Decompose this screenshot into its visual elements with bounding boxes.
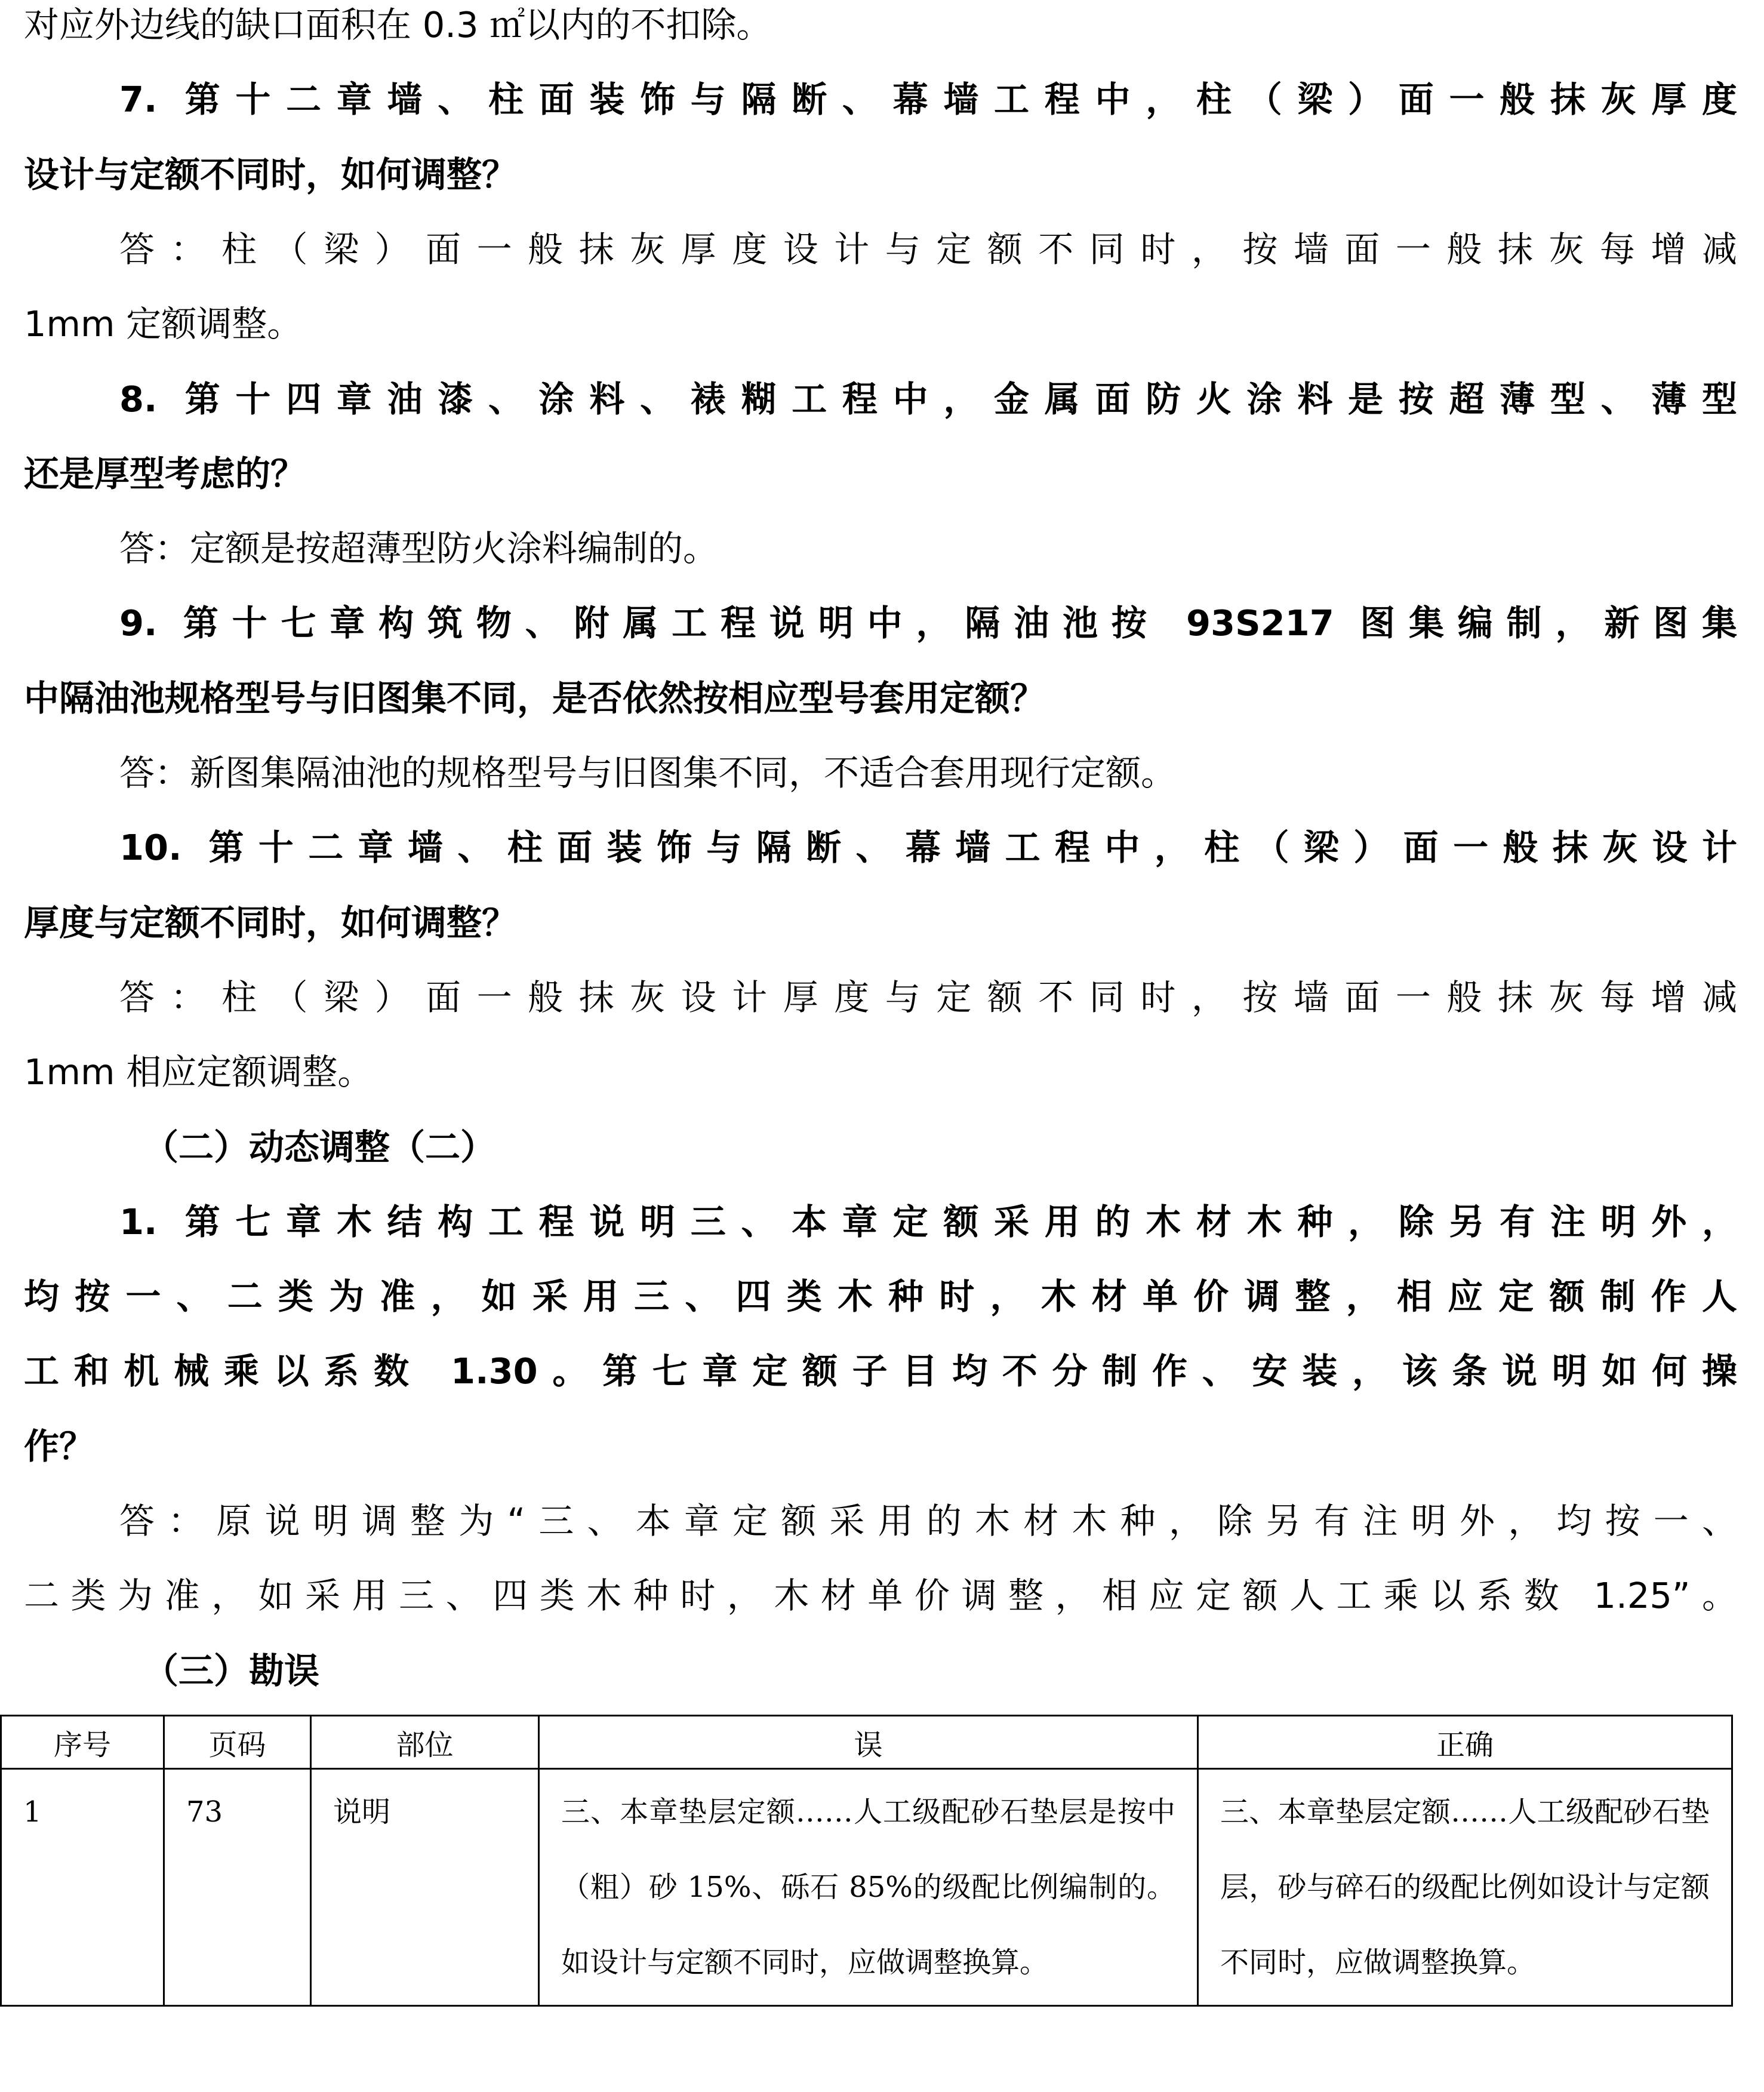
header-seq: 序号: [1, 1716, 164, 1769]
answer-line: 答：柱（梁）面一般抹灰厚度设计与定额不同时，按墙面一般抹灰每增减: [119, 228, 1737, 270]
question-line: （三）勘误: [143, 1650, 320, 1691]
question-line: 设计与定额不同时，如何调整？: [24, 153, 518, 195]
question-line: 7. 第十二章墙、柱面装饰与隔断、幕墙工程中，柱（梁）面一般抹灰厚度: [119, 79, 1737, 121]
cell-part: 说明: [311, 1769, 539, 2006]
question-line: 均按一、二类为准，如采用三、四类木种时，木材单价调整，相应定额制作人: [24, 1276, 1737, 1318]
errata-header-row: [1, 1716, 1732, 1769]
header-page: 页码: [164, 1716, 311, 1769]
answer-line: 答：定额是按超薄型防火涂料编制的。: [119, 528, 719, 570]
question-line: 厚度与定额不同时，如何调整？: [24, 902, 518, 943]
cell-wrong: 三、本章垫层定额……人工级配砂石垫层是按中（粗）砂 15%、砾石 85%的级配比例编制的。如设计与定额不同时，应做调整换算。: [539, 1769, 1198, 2006]
cell-correct: 三、本章垫层定额……人工级配砂石垫层，砂与碎石的级配比例如设计与定额不同时，应做调整换算。: [1198, 1769, 1732, 2006]
header-part: 部位: [311, 1716, 539, 1769]
answer-line: 答：原说明调整为“三、本章定额采用的木材木种，除另有注明外，均按一、: [119, 1500, 1737, 1542]
answer-line: 1mm 相应定额调整。: [24, 1051, 373, 1093]
header-correct: 正确: [1198, 1716, 1732, 1769]
answer-line: 答：新图集隔油池的规格型号与旧图集不同，不适合套用现行定额。: [119, 752, 1177, 793]
answer-line: 答：柱（梁）面一般抹灰设计厚度与定额不同时，按墙面一般抹灰每增减: [119, 976, 1737, 1018]
table-row: [1, 1769, 1732, 2006]
cell-seq: 1: [1, 1769, 164, 2006]
answer-line: 1mm 定额调整。: [24, 303, 303, 345]
question-line: 9. 第十七章构筑物、附属工程说明中，隔油池按 93S217 图集编制，新图集: [119, 602, 1737, 644]
question-line: （二）动态调整（二）: [143, 1126, 496, 1168]
errata-table: [0, 1715, 1733, 2007]
question-line: 作？: [24, 1425, 95, 1467]
cell-page: 73: [164, 1769, 311, 2006]
header-wrong: 误: [539, 1716, 1198, 1769]
question-line: 1. 第七章木结构工程说明三、本章定额采用的木材木种，除另有注明外，: [119, 1201, 1737, 1242]
question-line: 工和机械乘以系数 1.30。第七章定额子目均不分制作、安装，该条说明如何操: [24, 1350, 1737, 1392]
question-line: 中隔油池规格型号与旧图集不同，是否依然按相应型号套用定额？: [24, 677, 1046, 719]
answer-line: 对应外边线的缺口面积在 0.3 ㎡以内的不扣除。: [24, 4, 772, 45]
question-line: 还是厚型考虑的？: [24, 453, 306, 494]
question-line: 8. 第十四章油漆、涂料、裱糊工程中，金属面防火涂料是按超薄型、薄型: [119, 378, 1737, 420]
answer-line: 二类为准，如采用三、四类木种时，木材单价调整，相应定额人工乘以系数 1.25”。: [24, 1575, 1737, 1617]
question-line: 10. 第十二章墙、柱面装饰与隔断、幕墙工程中，柱（梁）面一般抹灰设计: [119, 827, 1737, 869]
